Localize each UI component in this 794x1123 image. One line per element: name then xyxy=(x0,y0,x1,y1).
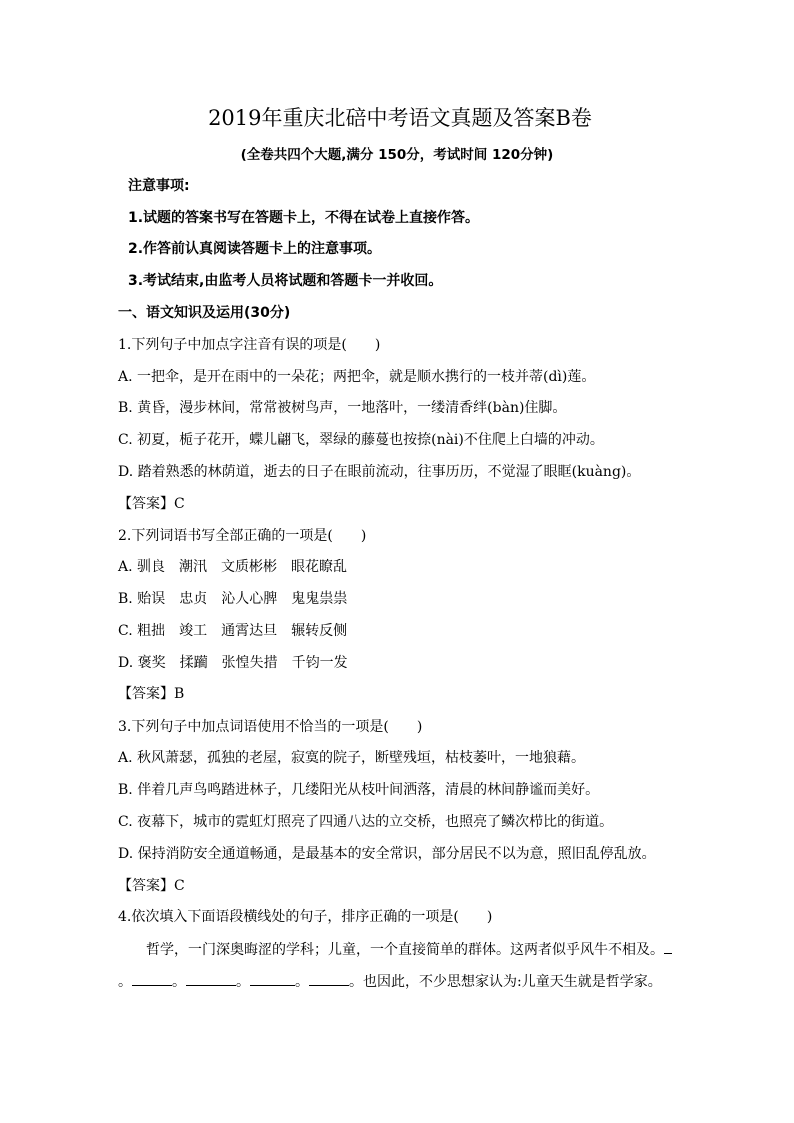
notice-heading: 注意事项: xyxy=(128,178,190,194)
blank[interactable] xyxy=(250,972,295,986)
punct: 。 xyxy=(295,974,309,990)
punct: 。 xyxy=(236,974,250,990)
question-stem: 4.依次填入下面语段横线处的句子，排序正确的一项是( ) xyxy=(118,909,493,925)
blank[interactable] xyxy=(309,972,349,986)
option: C. 夜幕下，城市的霓虹灯照亮了四通八达的立交桥，也照亮了鳞次栉比的街道。 xyxy=(118,814,614,830)
exam-info: (全卷共四个大题,满分 150分，考试时间 120分钟) xyxy=(240,147,554,163)
answer: 【答案】B xyxy=(118,686,185,702)
blank[interactable] xyxy=(186,972,236,986)
question-stem: 2.下列词语书写全部正确的一项是( ) xyxy=(118,528,367,544)
option: D. 褒奖 揉躏 张惶失措 千钧一发 xyxy=(118,655,348,671)
question-stem: 3.下列句子中加点词语使用不恰当的一项是( ) xyxy=(118,719,423,735)
option: D. 踏着熟悉的林荫道，逝去的日子在眼前流动，往事历历，不觉湿了眼眶(kuàng)。 xyxy=(118,464,641,480)
section-heading: 一、语文知识及运用(30分) xyxy=(118,305,291,321)
notice-item: 2.作答前认真阅读答题卡上的注意事项。 xyxy=(128,241,382,257)
passage-line xyxy=(146,940,672,958)
option: B. 贻误 忠贞 沁人心脾 鬼鬼祟祟 xyxy=(118,591,348,607)
option: B. 黄昏，漫步林间，常常被树鸟声，一地落叶，一缕清香绊(bàn)住脚。 xyxy=(118,400,567,416)
option: A. 一把伞，是开在雨中的一朵花；两把伞，就是顺水携行的一枝并蒂(dì)莲。 xyxy=(118,369,596,385)
option: A. 驯良 潮汛 文质彬彬 眼花瞭乱 xyxy=(118,559,348,575)
option: A. 秋风萧瑟，孤独的老屋，寂寞的院子，断壁残垣，枯枝萎叶，一地狼藉。 xyxy=(118,750,586,766)
notice-item: 3.考试结束,由监考人员将试题和答题卡一并收回。 xyxy=(128,273,443,289)
option: C. 初夏，栀子花开，蝶儿翩飞，翠绿的藤蔓也按捺(nài)不住爬上白墙的冲动。 xyxy=(118,432,604,448)
option: B. 伴着几声鸟鸣踏进林子，几缕阳光从枝叶间洒落，清晨的林间静谧而美好。 xyxy=(118,782,600,798)
passage-tail: 。也因此，不少思想家认为:儿童天生就是哲学家。 xyxy=(349,974,662,990)
blank[interactable] xyxy=(132,972,172,986)
passage-line xyxy=(118,972,662,990)
notice-item: 1.试题的答案书写在答题卡上，不得在试卷上直接作答。 xyxy=(128,210,480,226)
punct: 。 xyxy=(172,974,186,990)
answer: 【答案】C xyxy=(118,878,185,894)
punct: 。 xyxy=(118,974,132,990)
blank[interactable] xyxy=(664,940,672,954)
answer: 【答案】C xyxy=(118,496,185,512)
question-stem: 1.下列句子中加点字注音有误的项是( ) xyxy=(118,337,381,353)
passage-text: 哲学，一门深奥晦涩的学科；儿童，一个直接简单的群体。这两者似乎风牛不相及。 xyxy=(146,942,664,958)
page-title: 2019年重庆北碚中考语文真题及答案B卷 xyxy=(208,106,592,130)
option: C. 粗拙 竣工 通霄达旦 辗转反侧 xyxy=(118,623,348,639)
option: D. 保持消防安全通道畅通，是最基本的安全常识，部分居民不以为意，照旧乱停乱放。 xyxy=(118,846,656,862)
